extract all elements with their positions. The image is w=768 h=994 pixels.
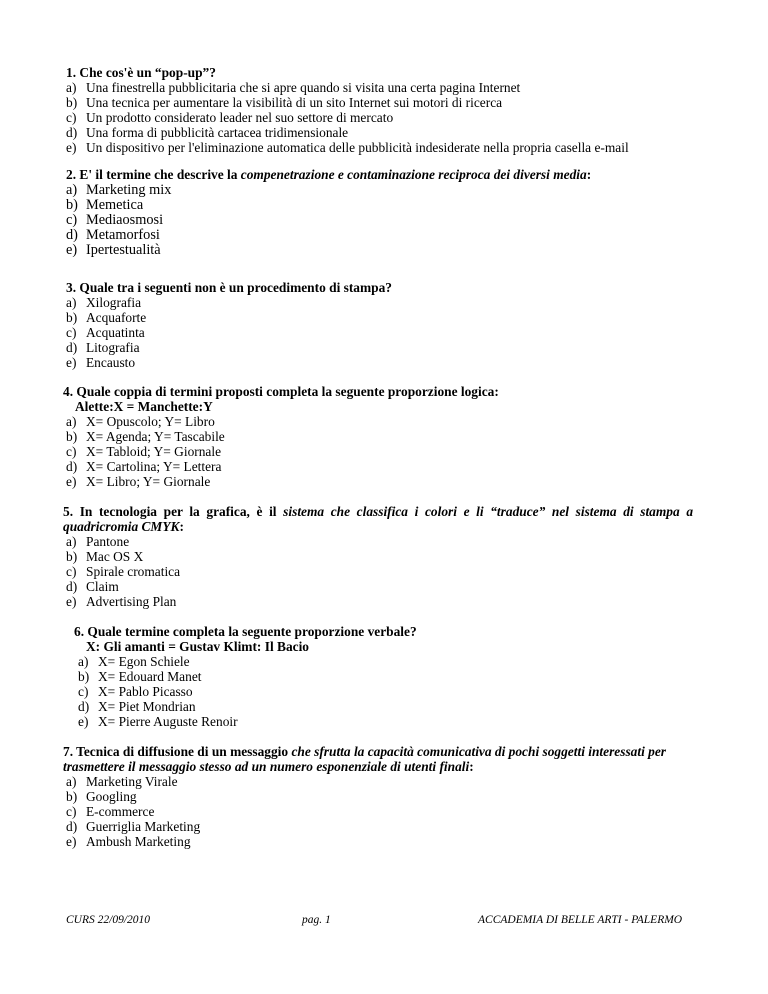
option-e[interactable]: e) Advertising Plan: [66, 594, 177, 609]
option-b[interactable]: b) Una tecnica per aumentare la visibilità di un sito Internet sui motori di ricerca: [66, 95, 503, 110]
option-e[interactable]: e) X= Pierre Auguste Renoir: [78, 714, 238, 729]
proportion-line: Alette:X = Manchette:Y: [75, 399, 213, 414]
question-4: [63, 384, 703, 489]
option-b[interactable]: b) Memetica: [66, 197, 144, 213]
option-b[interactable]: b) X= Agenda; Y= Tascabile: [66, 429, 225, 444]
option-d[interactable]: d) Metamorfosi: [66, 227, 160, 243]
option-a[interactable]: a) Pantone: [66, 534, 130, 549]
option-c[interactable]: c) Mediaosmosi: [66, 212, 164, 228]
question-title: 6. Quale termine completa la seguente proporzione verbale?: [74, 624, 417, 639]
option-e[interactable]: e) Ambush Marketing: [66, 834, 191, 849]
proportion-line: X: Gli amanti = Gustav Klimt: Il Bacio: [86, 639, 309, 654]
option-e[interactable]: e) Un dispositivo per l'eliminazione automatica delle pubblicità indesiderate nella propria casella e-mail: [66, 140, 629, 155]
question-1: [66, 65, 706, 155]
option-c[interactable]: c) Un prodotto considerato leader nel suo settore di mercato: [66, 110, 394, 125]
option-d[interactable]: d) Claim: [66, 579, 119, 594]
question-title: 1. Che cos'è un “pop-up”?: [66, 65, 216, 80]
option-a[interactable]: a) Marketing mix: [66, 182, 172, 198]
option-c[interactable]: c) X= Tabloid; Y= Giornale: [66, 444, 222, 459]
option-e[interactable]: e) Ipertestualità: [66, 242, 161, 258]
question-5: [63, 504, 693, 609]
option-a[interactable]: a) X= Opuscolo; Y= Libro: [66, 414, 215, 429]
option-d[interactable]: d) X= Cartolina; Y= Lettera: [66, 459, 222, 474]
question-title: 3. Quale tra i seguenti non è un procedimento di stampa?: [66, 280, 392, 295]
option-e[interactable]: e) Encausto: [66, 355, 136, 370]
question-2: [66, 167, 706, 258]
question-7: [63, 744, 693, 849]
option-b[interactable]: b) Mac OS X: [66, 549, 144, 564]
option-b[interactable]: b) Googling: [66, 789, 137, 804]
option-b[interactable]: b) Acquaforte: [66, 310, 147, 325]
question-title: 5. In tecnologia per la grafica, è il sistema che classifica i colori e li “traduce” nel sistema di stampa a quadricromia CMYK:: [63, 504, 694, 534]
option-a[interactable]: a) X= Egon Schiele: [78, 654, 190, 669]
option-d[interactable]: d) Una forma di pubblicità cartacea tridimensionale: [66, 125, 349, 140]
option-e[interactable]: e) X= Libro; Y= Giornale: [66, 474, 211, 489]
question-6: [74, 624, 704, 729]
option-a[interactable]: a) Marketing Virale: [66, 774, 178, 789]
footer-page-number: pag. 1: [302, 914, 331, 926]
option-a[interactable]: a) Xilografia: [66, 295, 142, 310]
question-title: 4. Quale coppia di termini proposti completa la seguente proporzione logica:: [63, 384, 499, 399]
option-c[interactable]: c) E-commerce: [66, 804, 155, 819]
option-c[interactable]: c) X= Pablo Picasso: [78, 684, 193, 699]
option-c[interactable]: c) Spirale cromatica: [66, 564, 181, 579]
option-b[interactable]: b) X= Edouard Manet: [78, 669, 202, 684]
footer-left: CURS 22/09/2010: [66, 914, 151, 926]
option-d[interactable]: d) X= Piet Mondrian: [78, 699, 196, 714]
question-title: 2. E' il termine che descrive la compenetrazione e contaminazione reciproca dei diversi media:: [66, 167, 592, 182]
option-c[interactable]: c) Acquatinta: [66, 325, 145, 340]
option-a[interactable]: a) Una finestrella pubblicitaria che si apre quando si visita una certa pagina Internet: [66, 80, 521, 95]
question-title: 7. Tecnica di diffusione di un messaggio che sfrutta la capacità comunicativa di pochi soggetti interessati per trasmettere il messaggio stesso ad un numero esponenziale di utenti finali:: [63, 744, 667, 774]
footer-right: ACCADEMIA DI BELLE ARTI - PALERMO: [478, 914, 683, 926]
option-d[interactable]: d) Guerriglia Marketing: [66, 819, 201, 834]
option-d[interactable]: d) Litografia: [66, 340, 140, 355]
question-3: [66, 280, 706, 370]
